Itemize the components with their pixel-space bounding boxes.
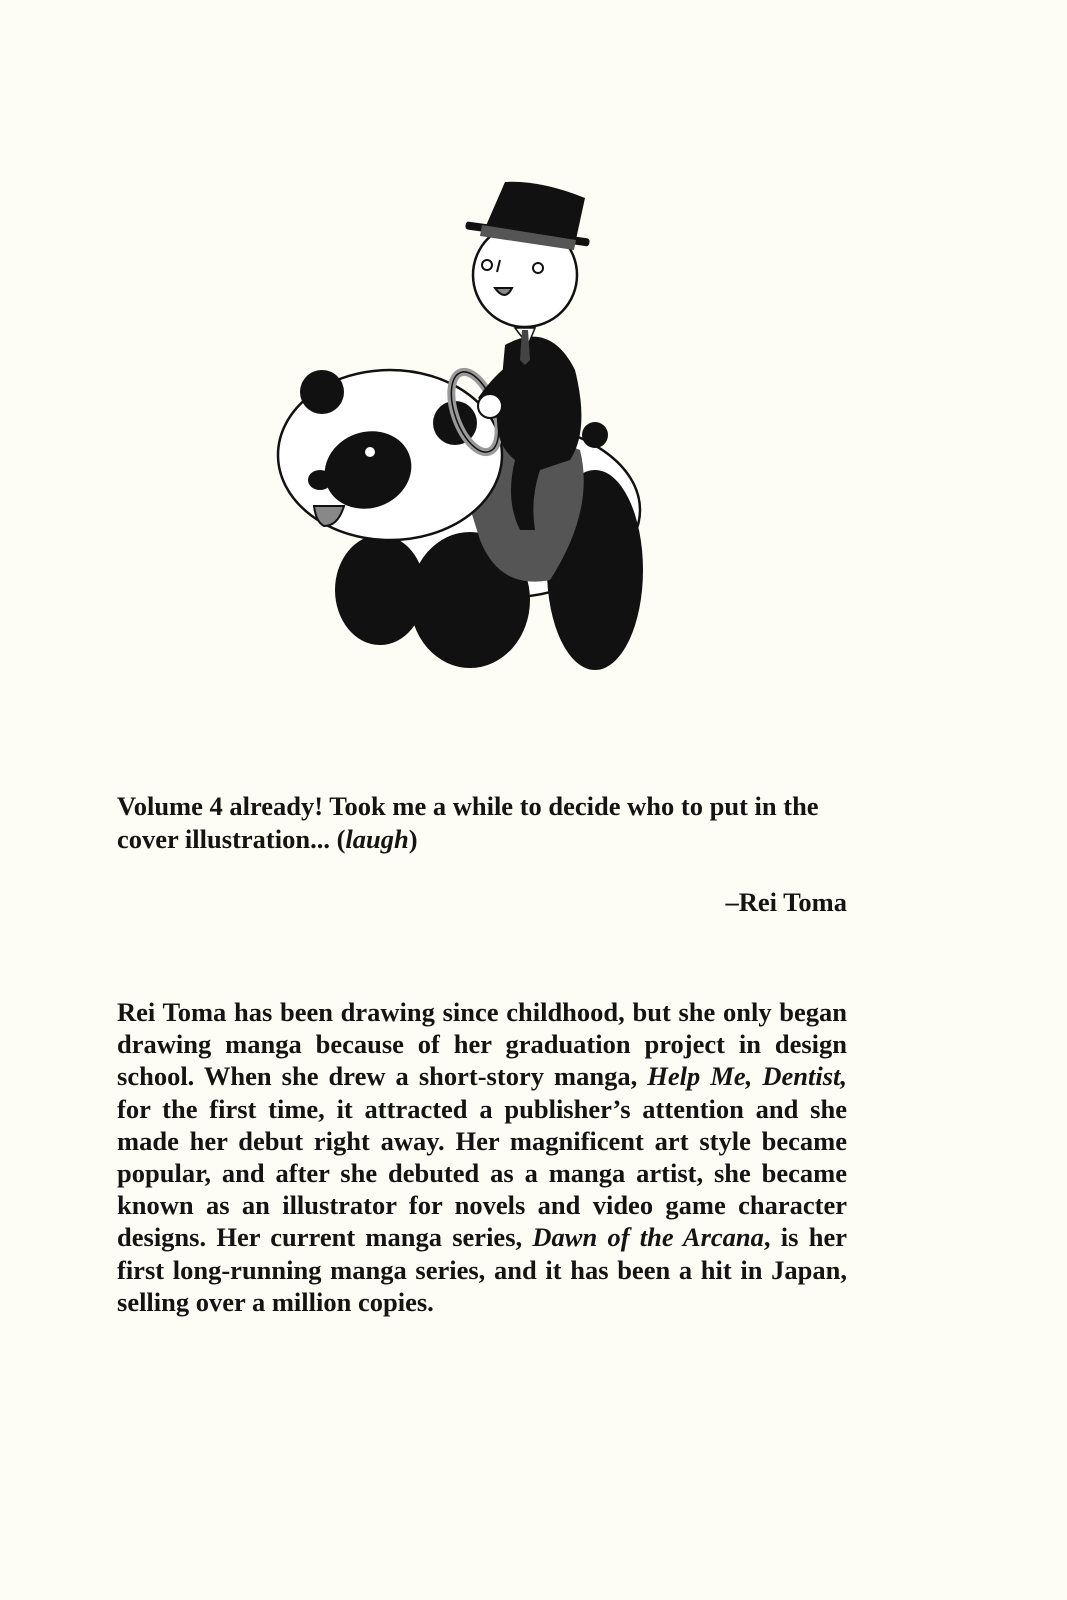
author-note-close: ) xyxy=(408,824,418,854)
bio-title-dawn-of-the-arcana: Dawn of the Arcana xyxy=(532,1222,764,1253)
bio-title-help-me-dentist: Help Me, Dentist, xyxy=(647,1061,848,1092)
author-note-italic: laugh xyxy=(345,824,409,854)
author-note xyxy=(117,790,847,856)
bio-text-3: , is her first long-running manga series, and it has been a hit in Japan, selling over a million copies. xyxy=(117,1222,848,1317)
panda-rider-icon xyxy=(250,170,670,690)
author-signature: –Rei Toma xyxy=(725,887,847,917)
author-bio xyxy=(117,996,847,1318)
bio-text-1: Rei Toma has been drawing since childhood, but she only began drawing manga because of her graduation project in design school. When she drew a short-story manga, xyxy=(117,997,847,1092)
author-note-text: Volume 4 already! Took me a while to decide who to put in the cover illustration... ( xyxy=(117,791,819,854)
bio-text-2: for the first time, it attracted a publisher’s attention and she made her debut right away. Her magnificent art style became popular, and after she debuted as a manga artist, she became known as an illustrator for novels and video game character designs. Her current manga series, xyxy=(117,1093,847,1253)
